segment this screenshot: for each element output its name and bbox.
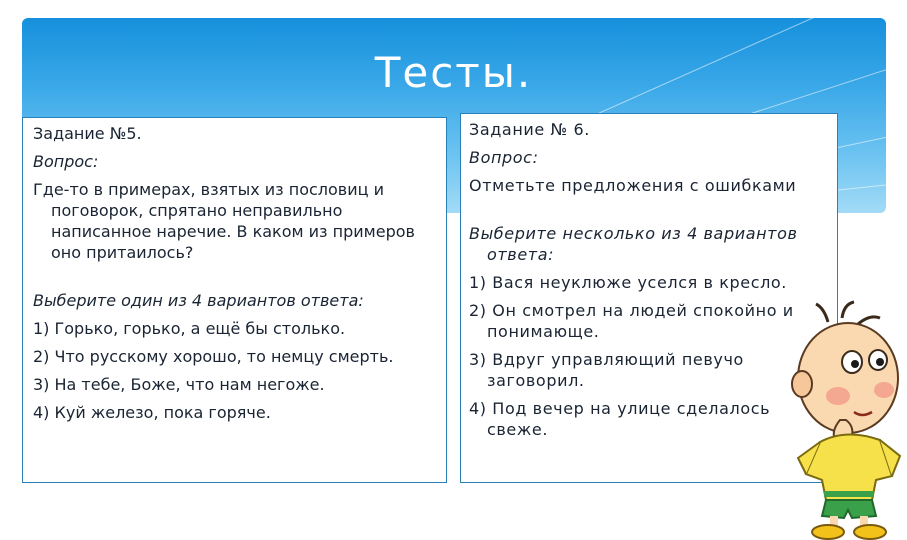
- task5-panel: [22, 117, 447, 483]
- task5-option[interactable]: 2) Что русскому хорошо, то немцу смерть.: [33, 347, 394, 366]
- task5-option[interactable]: 4) Куй железо, пока горяче.: [33, 403, 271, 422]
- thinking-boy-icon: [780, 300, 907, 540]
- task5-question-text: Где-то в примерах, взятых из пословиц и поговорок, спрятано неправильно написанное наречие. В каком из примеров оно притаилось?: [33, 180, 415, 262]
- task5-option[interactable]: 1) Горько, горько, а ещё бы столько.: [33, 319, 346, 338]
- task6-option[interactable]: 4) Под вечер на улице сделалось свеже.: [469, 399, 771, 439]
- task6-option[interactable]: 3) Вдруг управляющий певучо заговорил.: [469, 350, 744, 390]
- task5-instruction: Выберите один из 4 вариантов ответа:: [33, 291, 364, 310]
- task6-instruction: Выберите несколько из 4 вариантов ответа:: [469, 224, 798, 264]
- slide-title: Тесты.: [374, 48, 533, 97]
- task6-heading: Задание № 6.: [469, 120, 590, 139]
- task6-option[interactable]: 2) Он смотрел на людей спокойно и понимающе.: [469, 301, 794, 341]
- task6-option[interactable]: 1) Вася неуклюже уселся в кресло.: [469, 273, 787, 292]
- task5-option[interactable]: 3) На тебе, Боже, что нам негоже.: [33, 375, 325, 394]
- task6-question-text: Отметьте предложения с ошибками: [469, 176, 797, 195]
- task6-question-label: Вопрос:: [469, 148, 539, 167]
- task5-heading: Задание №5.: [33, 124, 142, 143]
- task5-question-label: Вопрос:: [33, 152, 99, 171]
